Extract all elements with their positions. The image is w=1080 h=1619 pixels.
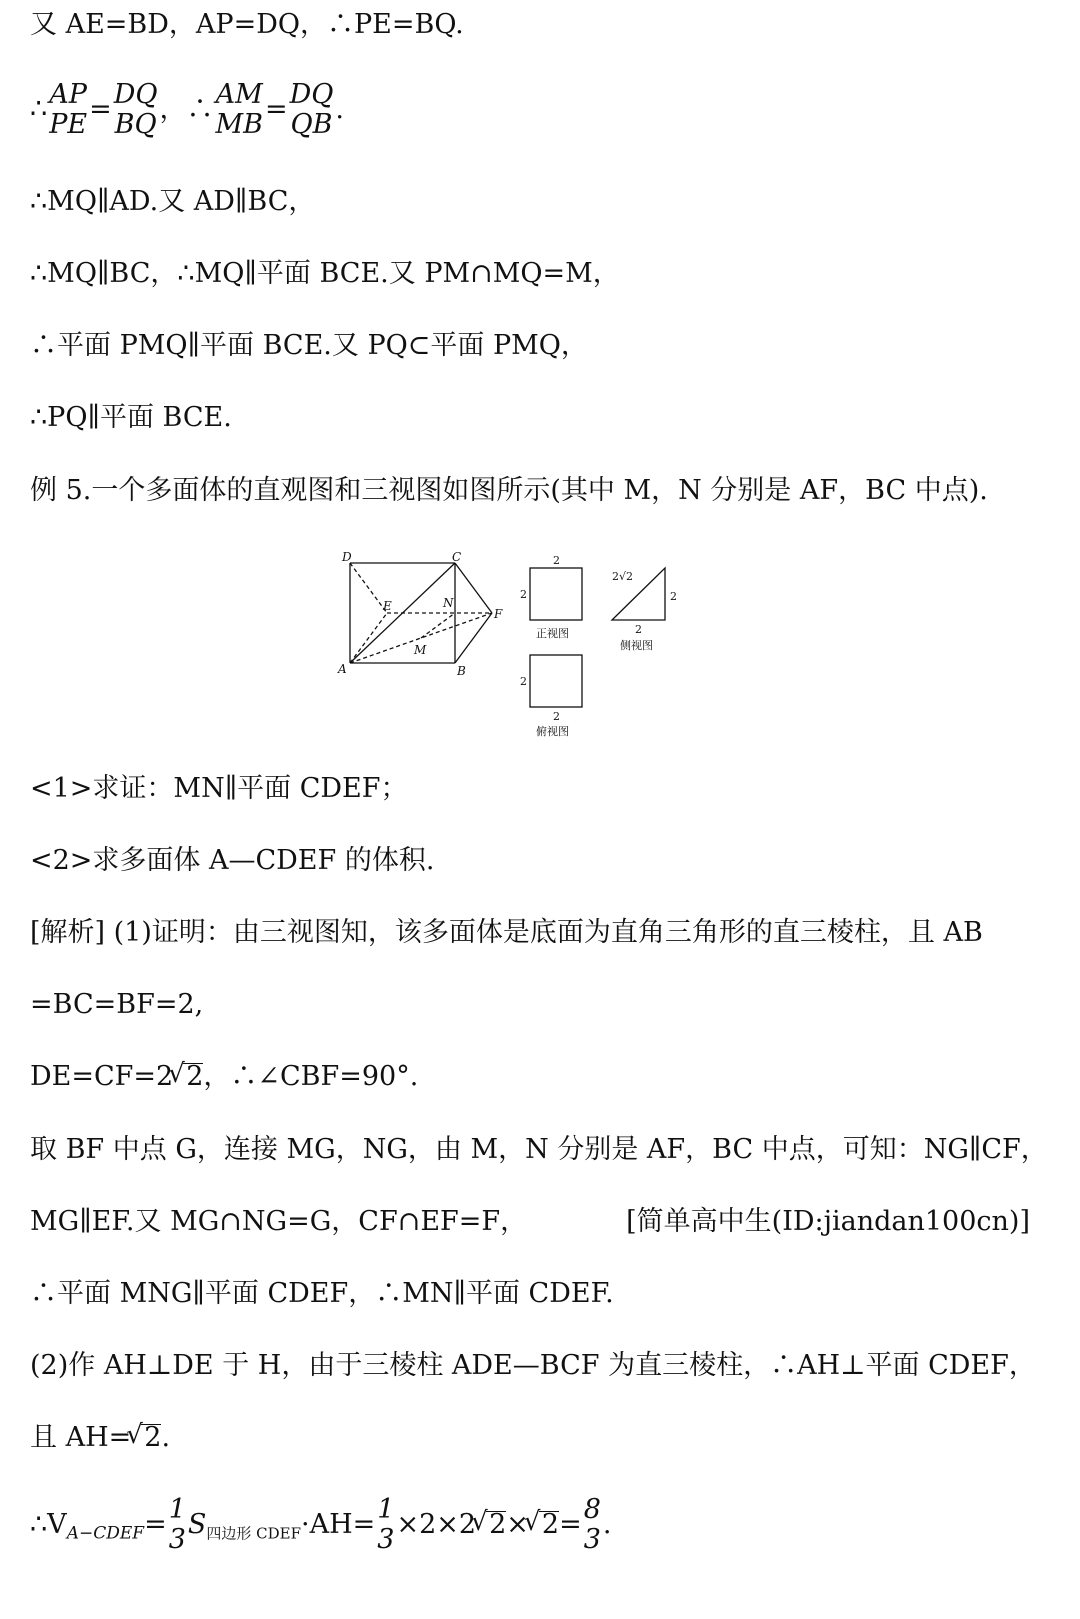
fraction-ap-pe <box>49 80 87 140</box>
edge-mn <box>421 613 455 638</box>
subscript: 四边形 CDEF <box>206 1524 302 1543</box>
solution-line-3 <box>30 1060 418 1094</box>
frac-den: 3 <box>583 1524 601 1555</box>
frac-num: AM <box>215 79 263 110</box>
top-view-caption: 俯视图 <box>536 725 569 738</box>
front-top-dim: 2 <box>553 554 560 567</box>
frac-den: BQ <box>114 109 157 140</box>
text-segment: DE=CF=2 <box>30 1061 174 1092</box>
top-bottom-dim: 2 <box>553 710 560 723</box>
edge-ae <box>350 613 387 663</box>
sqrt-2: √ 2 <box>486 1511 506 1538</box>
label-e: E <box>383 599 392 613</box>
frac-num: 1 <box>377 1494 395 1525</box>
solution-line-9 <box>30 1495 611 1555</box>
period: . <box>335 94 345 125</box>
edge-de <box>350 563 387 613</box>
text-segment: ∴V <box>30 1509 67 1540</box>
question-1: <1>求证：MN∥平面 CDEF； <box>30 773 408 804</box>
text-line-3: ∴MQ∥AD.又 AD∥BC， <box>30 186 316 217</box>
side-bottom-dim: 2 <box>635 623 642 636</box>
solution-line-2: =BC=BF=2, <box>30 989 204 1020</box>
label-n: N <box>443 596 454 610</box>
label-m: M <box>414 643 427 657</box>
label-a: A <box>338 662 347 676</box>
frac-den: 3 <box>377 1524 395 1555</box>
edge-cf <box>455 563 492 613</box>
fraction-eight-thirds <box>584 1495 601 1555</box>
solution-line-7: (2)作 AH⊥DE 于 H，由于三棱柱 ADE—BCF 为直三棱柱，∴AH⊥平面 CDEF， <box>30 1350 1036 1381</box>
text-line-6: ∴PQ∥平面 BCE. <box>30 402 232 433</box>
polyhedron-figure <box>338 550 730 755</box>
frac-num: 8 <box>583 1494 601 1525</box>
text-segment: ×2×2 <box>396 1509 477 1540</box>
fraction-one-third <box>169 1495 186 1555</box>
solution-line-4: 取 BF 中点 G，连接 MG，NG，由 M，N 分别是 AF，BC 中点，可知：NG∥CF， <box>30 1134 1048 1165</box>
equals: = <box>89 94 112 125</box>
side-right-dim: 2 <box>670 590 677 603</box>
fraction-one-third <box>377 1495 394 1555</box>
label-b: B <box>457 664 466 678</box>
equals: = <box>144 1509 167 1540</box>
top-left-dim: 2 <box>520 675 527 688</box>
text-line-2 <box>30 80 344 140</box>
equals: = <box>559 1509 582 1540</box>
text-segment: ，∴∠CBF=90°. <box>203 1061 419 1092</box>
fraction-dq-bq <box>114 80 158 140</box>
label-d: D <box>342 550 352 564</box>
times: × <box>506 1509 529 1540</box>
text-segment: ·AH= <box>301 1509 376 1540</box>
frac-num: DQ <box>113 79 158 110</box>
text-line-4: ∴MQ∥BC，∴MQ∥平面 BCE.又 PM∩MQ=M， <box>30 258 620 289</box>
fraction-am-mb <box>216 80 264 140</box>
solution-line-6: ∴平面 MNG∥平面 CDEF，∴MN∥平面 CDEF. <box>30 1278 614 1309</box>
text-line-5: ∴平面 PMQ∥平面 BCE.又 PQ⊂平面 PMQ， <box>30 330 588 361</box>
side-hyp-dim: 2√2 <box>612 570 634 583</box>
top-view-square <box>530 655 582 707</box>
frac-den: QB <box>290 109 333 140</box>
frac-den: 3 <box>168 1524 186 1555</box>
period: . <box>161 1422 171 1453</box>
front-view-caption: 正视图 <box>536 627 569 640</box>
label-c: C <box>452 550 462 564</box>
equals: = <box>265 94 288 125</box>
frac-num: DQ <box>289 79 334 110</box>
frac-num: 1 <box>168 1494 186 1525</box>
label-f: F <box>494 607 503 621</box>
solution-line-1: [解析] (1)证明：由三视图知，该多面体是底面为直角三角形的直三棱柱，且 AB <box>30 917 983 948</box>
question-2: <2>求多面体 A—CDEF 的体积. <box>30 845 435 876</box>
edge-bf <box>455 613 492 663</box>
example-5-title: 例 5.一个多面体的直观图和三视图如图所示(其中 M，N 分别是 AF，BC 中点). <box>30 475 988 506</box>
sqrt-2: √ 2 <box>141 1424 161 1451</box>
solution-line-5 <box>30 1205 1030 1239</box>
separator: ，∴ <box>159 94 214 125</box>
frac-den: PE <box>49 109 88 140</box>
frac-den: MB <box>215 109 263 140</box>
text-segment: S <box>187 1509 207 1540</box>
text-segment: MG∥EF.又 MG∩NG=G，CF∩EF=F， <box>30 1206 528 1237</box>
solution-line-8 <box>30 1421 170 1455</box>
side-view-caption: 侧视图 <box>620 639 653 652</box>
sqrt-2: √ 2 <box>539 1511 559 1538</box>
therefore-symbol: ∴ <box>30 93 48 125</box>
subscript: A−CDEF <box>66 1523 145 1544</box>
front-left-dim: 2 <box>520 588 527 601</box>
fraction-dq-qb <box>290 80 334 140</box>
sqrt-2: √ 2 <box>183 1063 203 1090</box>
front-view-square <box>530 568 582 620</box>
text-segment: 且 AH= <box>30 1422 132 1453</box>
frac-num: AP <box>49 79 87 110</box>
text-line-1: 又 AE=BD，AP=DQ，∴PE=BQ. <box>30 9 464 40</box>
source-tag: [简单高中生(ID:jiandan100cn)] <box>626 1206 1030 1237</box>
period: . <box>602 1509 612 1540</box>
